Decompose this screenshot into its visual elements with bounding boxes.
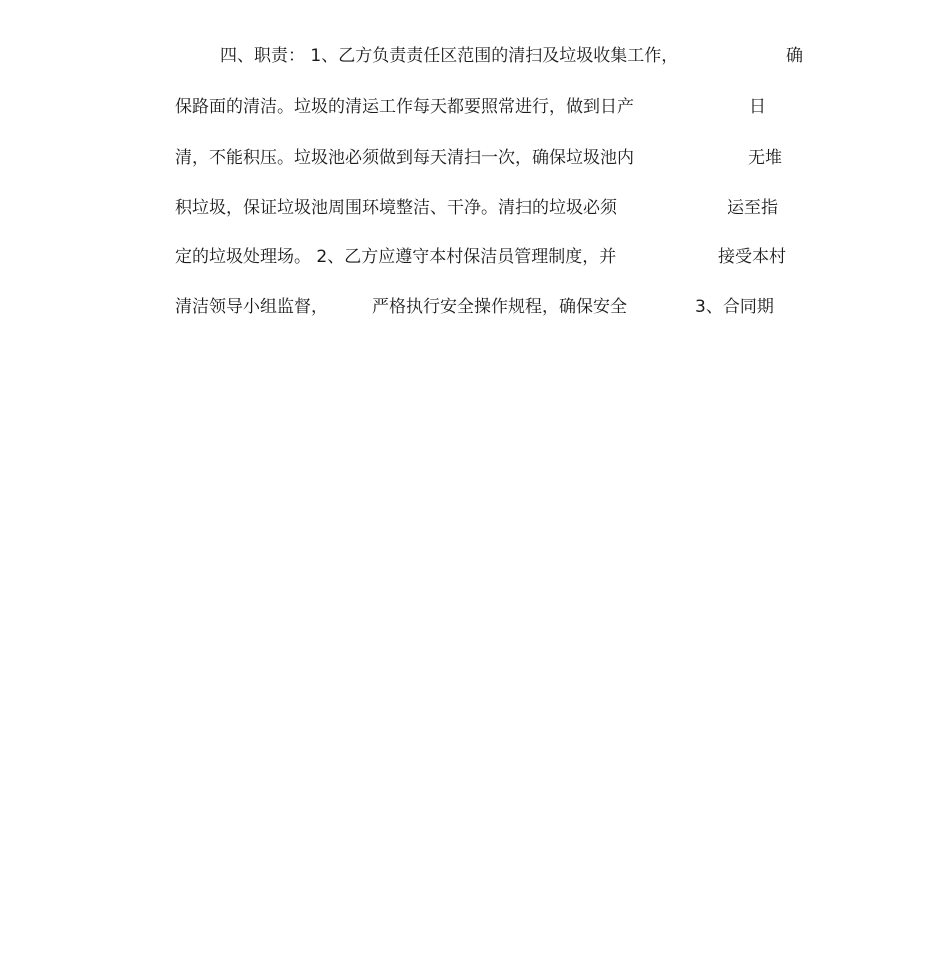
- text-segment: 清，不能积压。垃圾池必须做到每天清扫一次，确保垃圾池内: [175, 148, 634, 168]
- text-segment: 四、职责： 1、乙方负责责任区范围的清扫及垃圾收集工作，: [220, 46, 679, 66]
- text-segment: 3、合同期: [695, 297, 774, 317]
- text-segment: 严格执行安全操作规程，确保安全: [372, 297, 627, 317]
- text-segment: 积垃圾，保证垃圾池周围环境整洁、干净。清扫的垃圾必须: [175, 198, 617, 218]
- text-segment: 定的垃圾处理场。 2、乙方应遵守本村保洁员管理制度，并: [175, 247, 617, 267]
- text-segment: 日: [749, 97, 766, 117]
- text-segment: 确: [786, 46, 803, 66]
- text-segment: 保路面的清洁。垃圾的清运工作每天都要照常进行，做到日产: [175, 97, 634, 117]
- text-line: [0, 195, 950, 221]
- text-line: [0, 145, 950, 171]
- text-segment: 清洁领导小组监督，: [175, 297, 328, 317]
- text-line: [0, 294, 950, 320]
- text-segment: 运至指: [727, 198, 778, 218]
- text-line: [0, 94, 950, 120]
- text-line: [0, 43, 950, 69]
- text-segment: 无堆: [748, 148, 782, 168]
- text-line: [0, 244, 950, 270]
- text-segment: 接受本村: [718, 247, 786, 267]
